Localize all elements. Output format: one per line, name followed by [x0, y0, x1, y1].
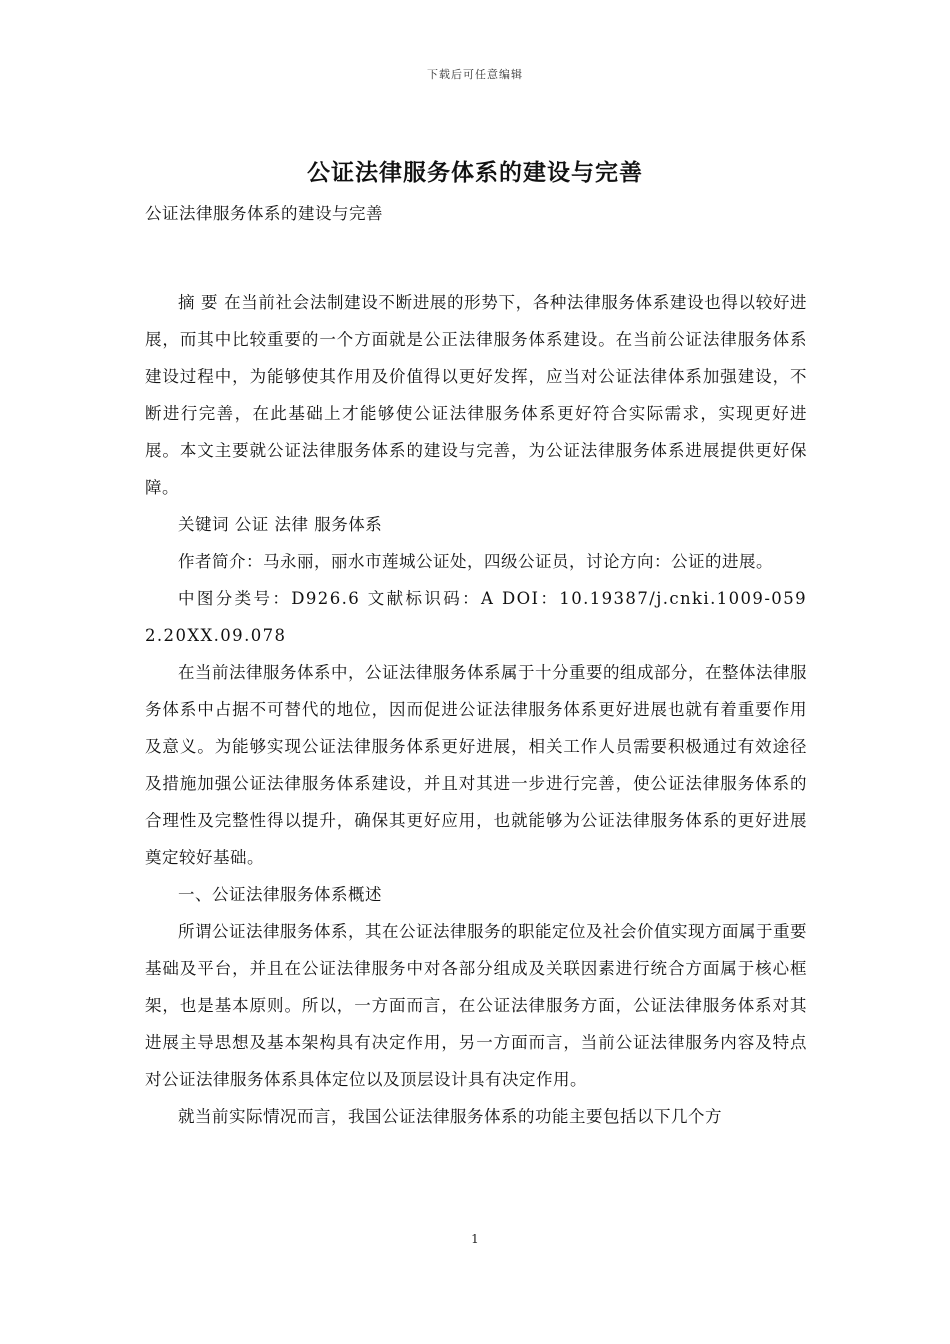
blank-line: [145, 228, 807, 284]
abstract-paragraph: 摘 要 在当前社会法制建设不断进展的形势下，各种法律服务体系建设也得以较好进展，而其中比较重要的一个方面就是公正法律服务体系建设。在当前公证法律服务体系建设过程中，为能够使其作用及价值得以更好发挥，应当对公证法律体系加强建设，不断进行完善，在此基础上才能够使公证法律服务体系更好符合实际需求，实现更好进展。本文主要就公证法律服务体系的建设与完善，为公证法律服务体系进展提供更好保障。: [145, 293, 807, 497]
document-subtitle: 公证法律服务体系的建设与完善: [145, 204, 383, 223]
body-paragraph-continued: 就当前实际情况而言，我国公证法律服务体系的功能主要包括以下几个方: [178, 1107, 722, 1126]
keywords-line: 关键词 公证 法律 服务体系: [178, 515, 383, 534]
document-title: 公证法律服务体系的建设与完善: [307, 159, 643, 186]
intro-paragraph: 在当前法律服务体系中，公证法律服务体系属于十分重要的组成部分，在整体法律服务体系中占据不可替代的地位，因而促进公证法律服务体系更好进展也就有着重要作用及意义。为能够实现公证法律服务体系更好进展，相关工作人员需要积极通过有效途径及措施加强公证法律服务体系建设，并且对其进一步进行完善，使公证法律服务体系的合理性及完整性得以提升，确保其更好应用，也就能够为公证法律服务体系的更好进展奠定较好基础。: [145, 663, 807, 867]
section-heading-1: 一、公证法律服务体系概述: [178, 885, 382, 904]
header-note: 下载后可任意编辑: [427, 68, 523, 81]
body-paragraph: 所谓公证法律服务体系，其在公证法律服务的职能定位及社会价值实现方面属于重要基础及平台，并且在公证法律服务中对各部分组成及关联因素进行统合方面属于核心框架，也是基本原则。所以，一方面而言，在公证法律服务方面，公证法律服务体系对其进展主导思想及基本架构具有决定作用，另一方面而言，当前公证法律服务内容及特点对公证法律服务体系具体定位以及顶层设计具有决定作用。: [145, 922, 807, 1089]
page-number: 1: [471, 1232, 479, 1246]
author-bio: 作者简介：马永丽，丽水市莲城公证处，四级公证员，讨论方向：公证的进展。: [178, 552, 773, 571]
document-body: [145, 200, 807, 1135]
classification-line: 中图分类号：D926.6 文献标识码：A DOI：10.19387/j.cnki.1009-0592.20XX.09.078: [145, 589, 807, 645]
